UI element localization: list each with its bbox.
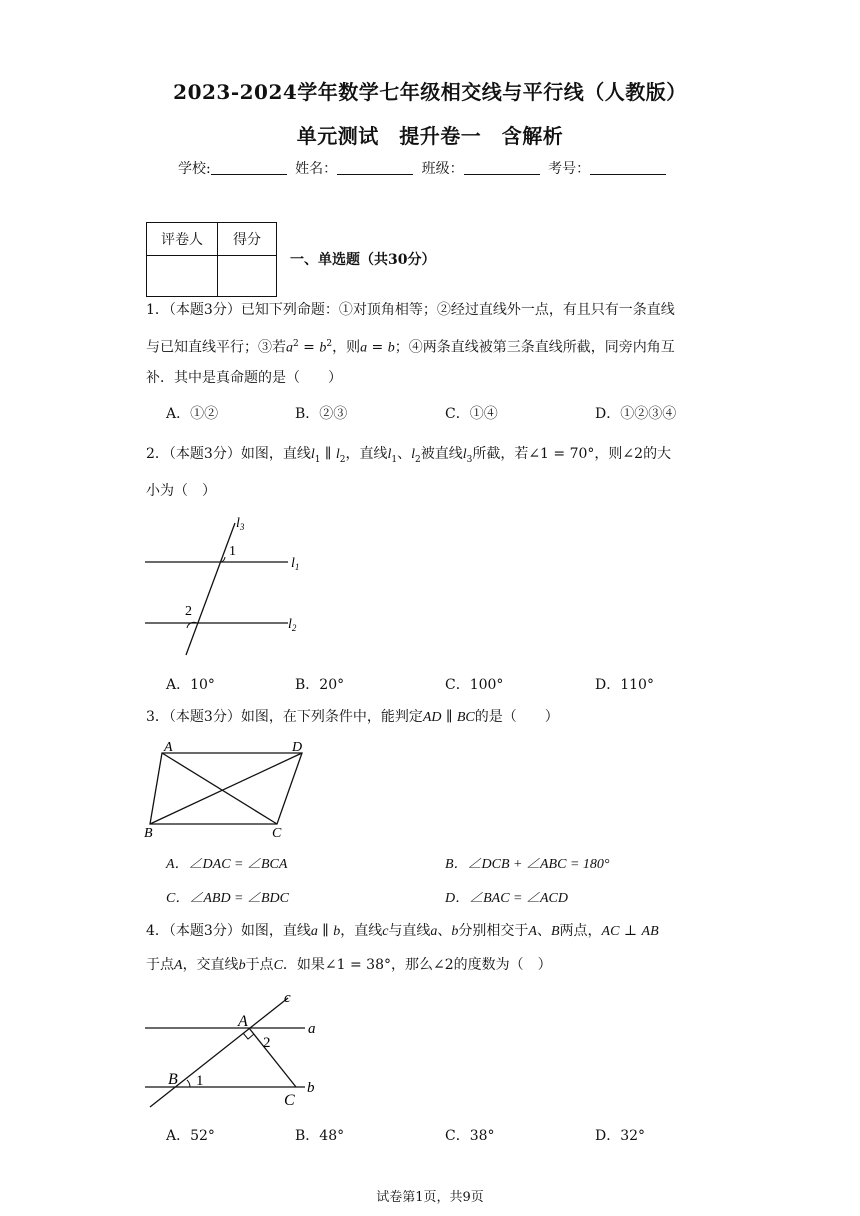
q4-text-a: 4．（本题3分）如图，直线	[146, 923, 311, 939]
label-angle1: 1	[229, 544, 236, 559]
q3-option-c[interactable]: C．∠ABD = ∠BDC	[166, 891, 289, 906]
q4-option-a[interactable]: A．52°	[166, 1128, 215, 1144]
label-point-c: C	[272, 826, 282, 841]
doc-subtitle: 单元测试 提升卷一 含解析	[296, 124, 564, 148]
q3-option-a[interactable]: A．∠DAC = ∠BCA	[166, 857, 288, 872]
q1-option-a[interactable]: A．①②	[166, 406, 219, 422]
q1-option-b[interactable]: B．②③	[295, 406, 348, 422]
label-l3: $l_3$	[236, 516, 245, 532]
section-heading: 一、单选题（共30分）	[290, 252, 436, 268]
q3-text-b: 的是（ ）	[474, 709, 559, 725]
q4-text-g: ，交直线	[182, 957, 239, 973]
q1-text-b: ，则	[332, 339, 361, 356]
label-point-a: A	[238, 1013, 248, 1030]
diagonal-ac	[162, 753, 277, 824]
q4-line2: 于点A，交直线b于点C．如果∠1 = 38°，那么∠2的度数为（ ）	[146, 957, 552, 973]
label-angle2: 2	[185, 604, 192, 619]
school-blank	[211, 160, 287, 175]
q2-option-b[interactable]: B．20°	[295, 677, 345, 693]
label-point-b: B	[168, 1071, 178, 1088]
segment-ac	[249, 1028, 296, 1087]
label-l1: $l_1$	[291, 556, 300, 572]
line-c	[150, 998, 288, 1107]
q1-text-a: 与已知直线平行；③若	[146, 339, 286, 356]
q4-text-c: 与直线	[388, 923, 431, 939]
q4-text-e: 两点，	[559, 923, 602, 939]
q4-text-f: 于点	[146, 957, 174, 973]
angle1-arc	[187, 1080, 190, 1087]
q2-line2: 小为（ ）	[146, 483, 216, 499]
label-point-c: C	[284, 1092, 295, 1109]
q1-line3: 补．其中是真命题的是（ ）	[146, 370, 342, 386]
q1-text-c: ；④两条直线被第三条直线所截，同旁内角互	[394, 339, 675, 356]
score-header: 得分	[218, 223, 277, 256]
q4-text-b: ，直线	[340, 923, 383, 939]
diagonal-bd	[150, 753, 302, 824]
q2-option-a[interactable]: A．10°	[166, 677, 215, 693]
label-point-d: D	[292, 740, 303, 755]
name-blank	[337, 160, 413, 175]
label-line-a: a	[308, 1021, 316, 1037]
q2-text-e: ，则	[594, 446, 623, 462]
label-angle2: 2	[263, 1035, 271, 1051]
label-line-c: c	[284, 990, 291, 1006]
q4-text-k: 的度数为（ ）	[453, 957, 552, 973]
q2-option-c[interactable]: C．100°	[445, 677, 504, 693]
name-label: 姓名：	[295, 161, 338, 177]
label-angle1: 1	[196, 1073, 204, 1089]
class-label: 班级：	[421, 161, 464, 177]
exam-no-label: 考号：	[548, 161, 591, 177]
label-l2: $l_2$	[288, 617, 297, 633]
student-info	[178, 158, 670, 178]
q2-text-f: 的大	[643, 446, 672, 462]
q4-option-b[interactable]: B．48°	[295, 1128, 345, 1144]
label-point-b: B	[144, 826, 153, 841]
reviewer-cell	[147, 256, 218, 297]
q2-text-a: 2．（本题3分）如图，直线	[146, 446, 311, 462]
q2-figure	[140, 515, 320, 665]
q2-text-d: 所截，若	[472, 446, 529, 462]
q4-option-d[interactable]: D．32°	[595, 1128, 646, 1144]
label-line-b: b	[307, 1080, 315, 1096]
score-table	[146, 222, 277, 297]
school-label: 学校:	[178, 161, 211, 177]
q2-line1: 2．（本题3分）如图，直线$l_1$ ∥ $l_2$，直线$l_1$、$l_2$被直线$l_3$所截，若∠1 = 70°，则∠2的大	[146, 446, 672, 465]
reviewer-header: 评卷人	[147, 223, 218, 256]
q3-option-b[interactable]: B．∠DCB + ∠ABC = 180°	[445, 857, 610, 872]
q3-option-d[interactable]: D．∠BAC = ∠ACD	[445, 891, 568, 906]
class-blank	[464, 160, 540, 175]
q4-figure	[140, 988, 340, 1112]
line-l3	[186, 523, 235, 655]
q1-line2: 与已知直线平行；③若$a^2 = b^2$，则a = b；④两条直线被第三条直线所截，同旁内角互	[146, 339, 675, 356]
q4-text-i: ．如果	[282, 957, 325, 973]
label-point-a: A	[164, 740, 173, 755]
q1-option-d[interactable]: D．①②③④	[595, 406, 677, 422]
q2-option-d[interactable]: D．110°	[595, 677, 654, 693]
q4-option-c[interactable]: C．38°	[445, 1128, 495, 1144]
q4-line1: 4．（本题3分）如图，直线a ∥ b，直线c与直线a、b分别相交于A、B两点，AC ⊥ AB	[146, 923, 659, 939]
q3-line1: 3．（本题3分）如图，在下列条件中，能判定AD ∥ BC的是（ ）	[146, 709, 559, 725]
q2-text-b: ，直线	[345, 446, 388, 462]
q2-text-c: 被直线	[420, 446, 463, 462]
q4-text-h: 于点	[245, 957, 274, 973]
doc-title: 2023-2024学年数学七年级相交线与平行线（人教版）	[173, 80, 687, 104]
right-angle-mark	[243, 1033, 254, 1039]
q4-text-j: ，那么	[391, 957, 433, 973]
score-cell	[218, 256, 277, 297]
q1-line1: 1．（本题3分）已知下列命题：①对顶角相等；②经过直线外一点，有且只有一条直线	[146, 302, 675, 318]
q3-text-a: 3．（本题3分）如图，在下列条件中，能判定	[146, 709, 423, 725]
q1-option-c[interactable]: C．①④	[445, 406, 498, 422]
page-footer: 试卷第1页，共9页	[376, 1190, 484, 1205]
q4-text-d: 分别相交于	[458, 923, 529, 939]
q3-figure	[140, 736, 320, 844]
exam-no-blank	[590, 160, 666, 175]
